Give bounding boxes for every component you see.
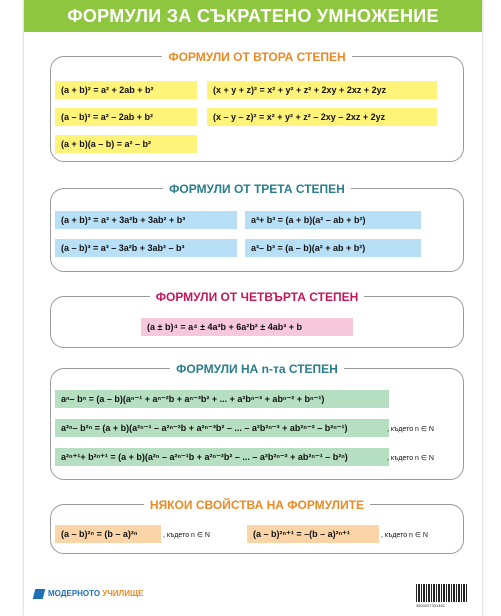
section-nth-degree	[50, 362, 464, 480]
formula-nth-difference: aⁿ– bⁿ = (a – b)(aⁿ⁻¹ + aⁿ⁻²b + aⁿ⁻³b² + ... + a²bⁿ⁻³ + abⁿ⁻² + bⁿ⁻¹)	[55, 390, 389, 408]
publisher-logo-icon	[33, 589, 46, 599]
formula-square-of-trinomial-difference: (x – y – z)² = x² + y² + z² – 2xy – 2xz + 2yz	[207, 108, 437, 126]
formula-even-difference: a²ⁿ– b²ⁿ = (a + b)(a²ⁿ⁻¹ – a²ⁿ⁻²b + a²ⁿ⁻³b² – ... – a²b²ⁿ⁻³ + ab²ⁿ⁻² – b²ⁿ⁻¹)	[55, 419, 389, 437]
footer	[24, 580, 482, 616]
barcode	[416, 584, 468, 602]
publisher-logo: МОДЕРНОТО УЧИЛИЩЕ	[48, 589, 144, 598]
formula-difference-of-cubes: a³– b³ = (a – b)(a² + ab + b²)	[245, 239, 421, 257]
section-title-properties: НЯКОИ СВОЙСТВА НА ФОРМУЛИТЕ	[144, 498, 370, 512]
formula-sum-of-cubes: a³+ b³ = (a + b)(a² – ab + b²)	[245, 211, 421, 229]
condition-note: , където n ∈ N	[387, 455, 434, 462]
formula-odd-sum: a²ⁿ⁺¹+ b²ⁿ⁺¹ = (a + b)(a²ⁿ – a²ⁿ⁻¹b + a²ⁿ⁻²b² – ... – a²b²ⁿ⁻² + ab²ⁿ⁻¹ – b²ⁿ)	[55, 448, 389, 466]
section-title-second-degree: ФОРМУЛИ ОТ ВТОРА СТЕПЕН	[162, 50, 351, 64]
formula-fourth-power: (a ± b)⁴ = a⁴ ± 4a³b + 6a²b² ± 4ab³ + b	[141, 318, 353, 336]
barcode-number: 3800037331481	[416, 603, 445, 608]
section-third-degree	[50, 182, 464, 272]
title-banner	[24, 0, 482, 32]
section-second-degree	[50, 50, 464, 162]
formula-cube-of-difference: (a – b)³ = a³ – 3a²b + 3ab² – b³	[55, 239, 237, 257]
formula-difference-of-squares: (a + b)(a – b) = a² – b²	[55, 135, 197, 153]
section-title-nth-degree: ФОРМУЛИ НА n-та СТЕПЕН	[170, 362, 344, 376]
formula-square-of-difference: (a – b)² = a² – 2ab + b²	[55, 108, 197, 126]
formula-cube-of-sum: (a + b)³ = a³ + 3a²b + 3ab² + b³	[55, 211, 237, 229]
condition-note: , където n ∈ N	[163, 532, 210, 539]
condition-note: , където n ∈ N	[387, 426, 434, 433]
formula-even-power-property: (a – b)²ⁿ = (b – a)²ⁿ	[55, 525, 161, 543]
poster-title: ФОРМУЛИ ЗА СЪКРАТЕНО УМНОЖЕНИЕ	[67, 6, 439, 26]
condition-note: , където n ∈ N	[381, 532, 428, 539]
formula-square-of-sum: (a + b)² = a² + 2ab + b²	[55, 81, 197, 99]
formula-odd-power-property: (a – b)²ⁿ⁺¹ = –(b – a)²ⁿ⁺¹	[247, 525, 379, 543]
section-title-third-degree: ФОРМУЛИ ОТ ТРЕТА СТЕПЕН	[163, 182, 351, 196]
section-fourth-degree	[50, 290, 464, 348]
formula-square-of-trinomial-sum: (x + y + z)² = x² + y² + z² + 2xy + 2xz + 2yz	[207, 81, 437, 99]
section-title-fourth-degree: ФОРМУЛИ ОТ ЧЕТВЪРТА СТЕПЕН	[150, 290, 365, 304]
poster	[24, 0, 482, 616]
section-properties	[50, 498, 464, 554]
